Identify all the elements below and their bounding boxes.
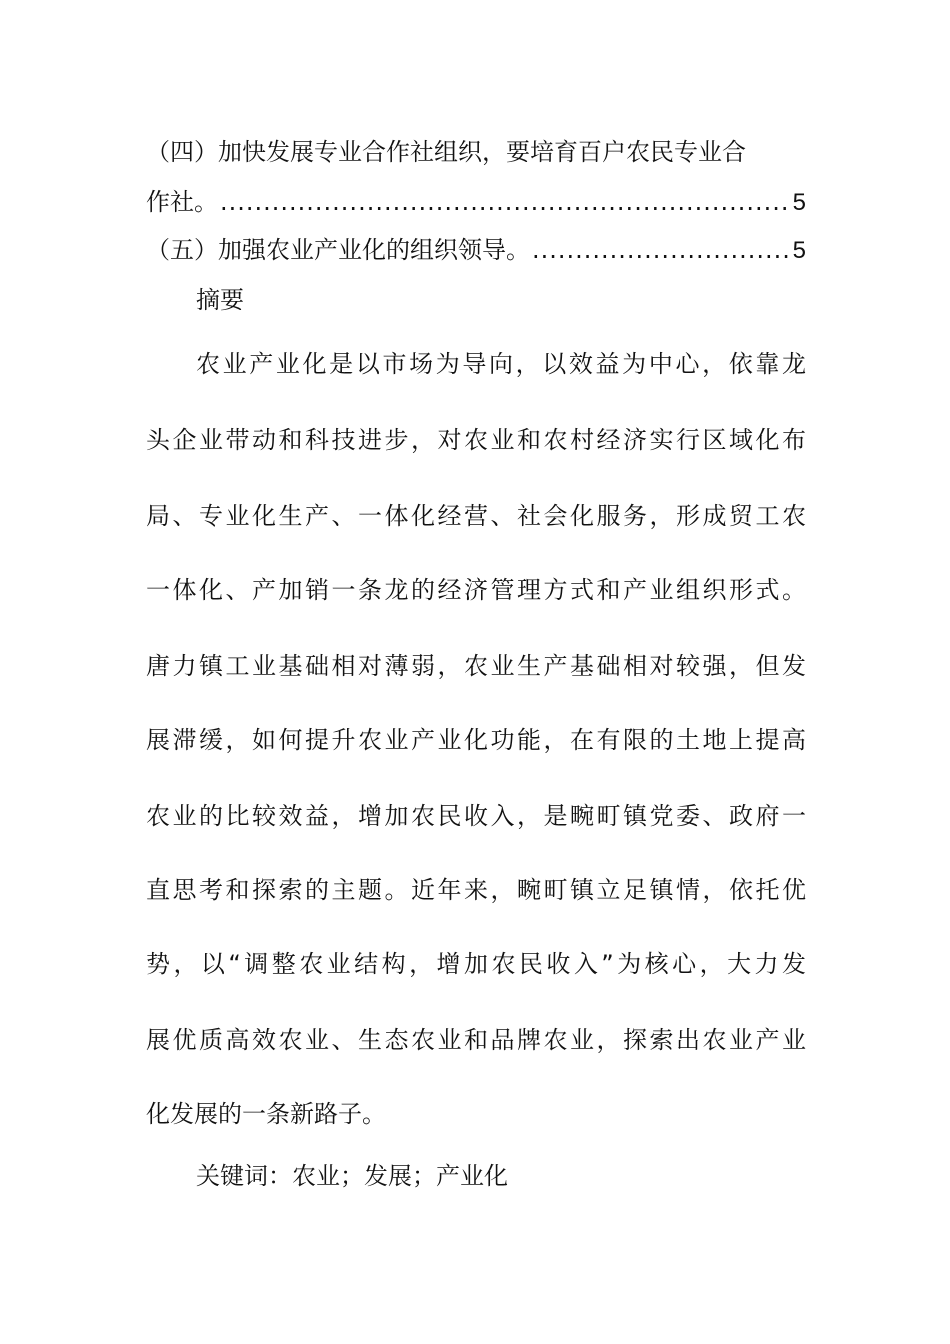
toc-entry-5-title: （五）加强农业产业化的组织领导。 bbox=[146, 236, 530, 264]
abstract-heading: 摘要 bbox=[196, 286, 244, 314]
abstract-line: 局、专业化生产、一体化经营、社会化服务，形成贸工农 bbox=[146, 502, 806, 530]
toc-leader-dots bbox=[220, 186, 791, 218]
abstract-line: 一体化、产加销一条龙的经济管理方式和产业组织形式。 bbox=[146, 576, 806, 604]
toc-leader-dots bbox=[532, 234, 791, 266]
toc-entry-4-title-cont: 作社。 bbox=[146, 188, 218, 216]
toc-entry-4-page: 5 bbox=[792, 189, 806, 216]
abstract-line: 化发展的一条新路子。 bbox=[146, 1100, 386, 1128]
keywords-line: 关键词：农业；发展；产业化 bbox=[196, 1162, 508, 1190]
abstract-line: 农业产业化是以市场为导向，以效益为中心，依靠龙 bbox=[196, 350, 806, 378]
abstract-line: 展优质高效农业、生态农业和品牌农业，探索出农业产业 bbox=[146, 1026, 806, 1054]
toc-entry-4-title: （四）加快发展专业合作社组织，要培育百户农民专业合 bbox=[146, 138, 746, 166]
toc-entry-5[interactable] bbox=[146, 234, 806, 267]
abstract-line: 直思考和探索的主题。近年来，畹町镇立足镇情，依托优 bbox=[146, 876, 806, 904]
toc-entry-4-line1[interactable] bbox=[146, 136, 806, 168]
abstract-line: 势，以“调整农业结构，增加农民收入”为核心，大力发 bbox=[146, 950, 806, 978]
toc-entry-4-line2[interactable] bbox=[146, 186, 806, 219]
abstract-line: 唐力镇工业基础相对薄弱，农业生产基础相对较强，但发 bbox=[146, 652, 806, 680]
abstract-line: 展滞缓，如何提升农业产业化功能，在有限的土地上提高 bbox=[146, 726, 806, 754]
toc-entry-5-page: 5 bbox=[792, 237, 806, 264]
abstract-line: 头企业带动和科技进步，对农业和农村经济实行区域化布 bbox=[146, 426, 806, 454]
abstract-line: 农业的比较效益，增加农民收入，是畹町镇党委、政府一 bbox=[146, 802, 806, 830]
